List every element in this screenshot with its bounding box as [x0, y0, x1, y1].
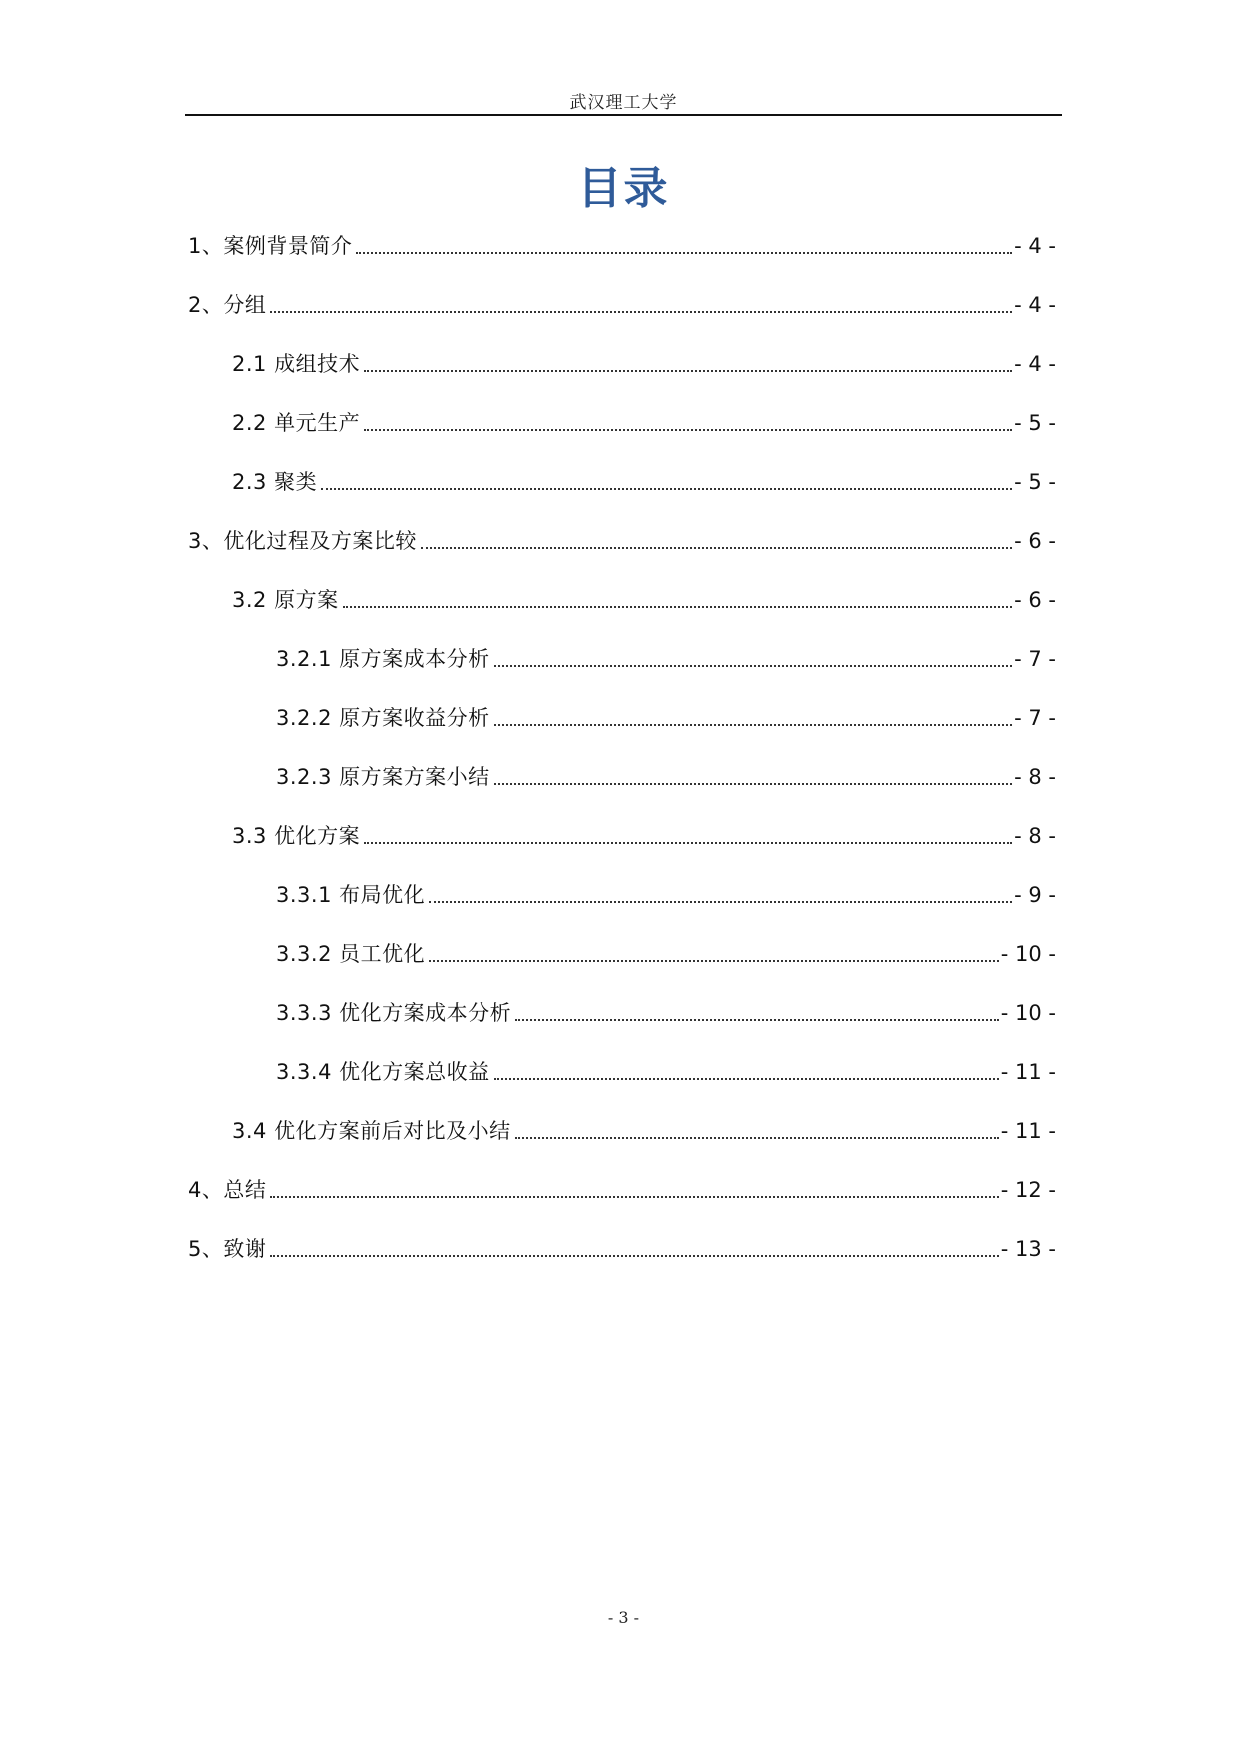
toc-entry-label: 1、案例背景简介 — [188, 234, 353, 258]
toc-entry-label: 3.2 原方案 — [232, 588, 339, 612]
toc-entry[interactable] — [276, 880, 1056, 910]
toc-entry[interactable] — [276, 998, 1056, 1028]
toc-entry-page: - 12 - — [1000, 1178, 1056, 1202]
toc-entry[interactable] — [188, 1175, 1056, 1205]
toc-leader-dots — [270, 1255, 998, 1257]
toc-entry-label: 3.3.3 优化方案成本分析 — [276, 1001, 512, 1025]
toc-leader-dots — [494, 1078, 999, 1080]
toc-leader-dots — [421, 547, 1012, 549]
toc-entry-label: 3.2.1 原方案成本分析 — [276, 647, 490, 671]
toc-entry-page: - 5 - — [1014, 470, 1056, 494]
toc-leader-dots — [494, 724, 1013, 726]
toc-entry[interactable] — [276, 1057, 1056, 1087]
toc-entry[interactable] — [232, 821, 1056, 851]
toc-leader-dots — [356, 252, 1012, 254]
toc-entry[interactable] — [276, 939, 1056, 969]
toc-entry-page: - 8 - — [1014, 824, 1056, 848]
toc-leader-dots — [494, 783, 1013, 785]
toc-entry-page: - 9 - — [1014, 883, 1056, 907]
toc-entry[interactable] — [276, 703, 1056, 733]
toc-entry-page: - 8 - — [1014, 765, 1056, 789]
toc-entry-label: 3.3 优化方案 — [232, 824, 361, 848]
toc-entry[interactable] — [188, 231, 1056, 261]
toc-leader-dots — [270, 311, 1012, 313]
toc-entry-label: 2、分组 — [188, 293, 267, 317]
toc-entry-page: - 13 - — [1000, 1237, 1056, 1261]
toc-entry[interactable] — [188, 1234, 1056, 1264]
toc-entry-label: 3.4 优化方案前后对比及小结 — [232, 1119, 511, 1143]
toc-entry[interactable] — [276, 644, 1056, 674]
toc-entry-page: - 6 - — [1014, 529, 1056, 553]
toc-entry-page: - 11 - — [1000, 1060, 1056, 1084]
page-header: 武汉理工大学 — [569, 93, 678, 113]
toc-entry-label: 2.3 聚类 — [232, 470, 318, 494]
toc-entry-label: 3.3.1 布局优化 — [276, 883, 426, 907]
toc-entry-page: - 4 - — [1014, 234, 1056, 258]
toc-leader-dots — [364, 370, 1012, 372]
page-number: - 3 - — [607, 1608, 640, 1627]
toc-entry-page: - 4 - — [1014, 352, 1056, 376]
toc-leader-dots — [494, 665, 1013, 667]
toc-entry-page: - 10 - — [1000, 942, 1056, 966]
toc-entry[interactable] — [232, 585, 1056, 615]
toc-entry-label: 5、致谢 — [188, 1237, 267, 1261]
toc-leader-dots — [343, 606, 1013, 608]
toc-entry-label: 4、总结 — [188, 1178, 267, 1202]
toc-entry[interactable] — [232, 408, 1056, 438]
toc-entry-page: - 6 - — [1014, 588, 1056, 612]
toc-leader-dots — [270, 1196, 998, 1198]
toc-title: 目录 — [577, 163, 670, 214]
toc-entry-label: 2.2 单元生产 — [232, 411, 361, 435]
toc-entry-page: - 7 - — [1014, 647, 1056, 671]
toc-entry-page: - 7 - — [1014, 706, 1056, 730]
toc-entry-label: 3、优化过程及方案比较 — [188, 529, 417, 553]
toc-entry[interactable] — [188, 290, 1056, 320]
header-rule — [185, 114, 1062, 116]
toc-leader-dots — [364, 842, 1012, 844]
toc-entry[interactable] — [276, 762, 1056, 792]
toc-entry-label: 3.3.4 优化方案总收益 — [276, 1060, 490, 1084]
toc-entry[interactable] — [188, 526, 1056, 556]
toc-leader-dots — [364, 429, 1012, 431]
toc-entry-label: 3.2.3 原方案方案小结 — [276, 765, 490, 789]
toc-entry-page: - 10 - — [1000, 1001, 1056, 1025]
toc-entry-page: - 4 - — [1014, 293, 1056, 317]
toc-leader-dots — [429, 960, 999, 962]
toc-entry-label: 3.2.2 原方案收益分析 — [276, 706, 490, 730]
toc-entry[interactable] — [232, 349, 1056, 379]
toc-leader-dots — [515, 1019, 999, 1021]
toc-leader-dots — [515, 1137, 999, 1139]
toc-entry-label: 2.1 成组技术 — [232, 352, 361, 376]
toc-leader-dots — [429, 901, 1012, 903]
toc-entry-page: - 5 - — [1014, 411, 1056, 435]
toc-entry[interactable] — [232, 467, 1056, 497]
toc-entry-label: 3.3.2 员工优化 — [276, 942, 426, 966]
toc-entry-page: - 11 - — [1000, 1119, 1056, 1143]
toc-leader-dots — [321, 488, 1012, 490]
toc-entry[interactable] — [232, 1116, 1056, 1146]
